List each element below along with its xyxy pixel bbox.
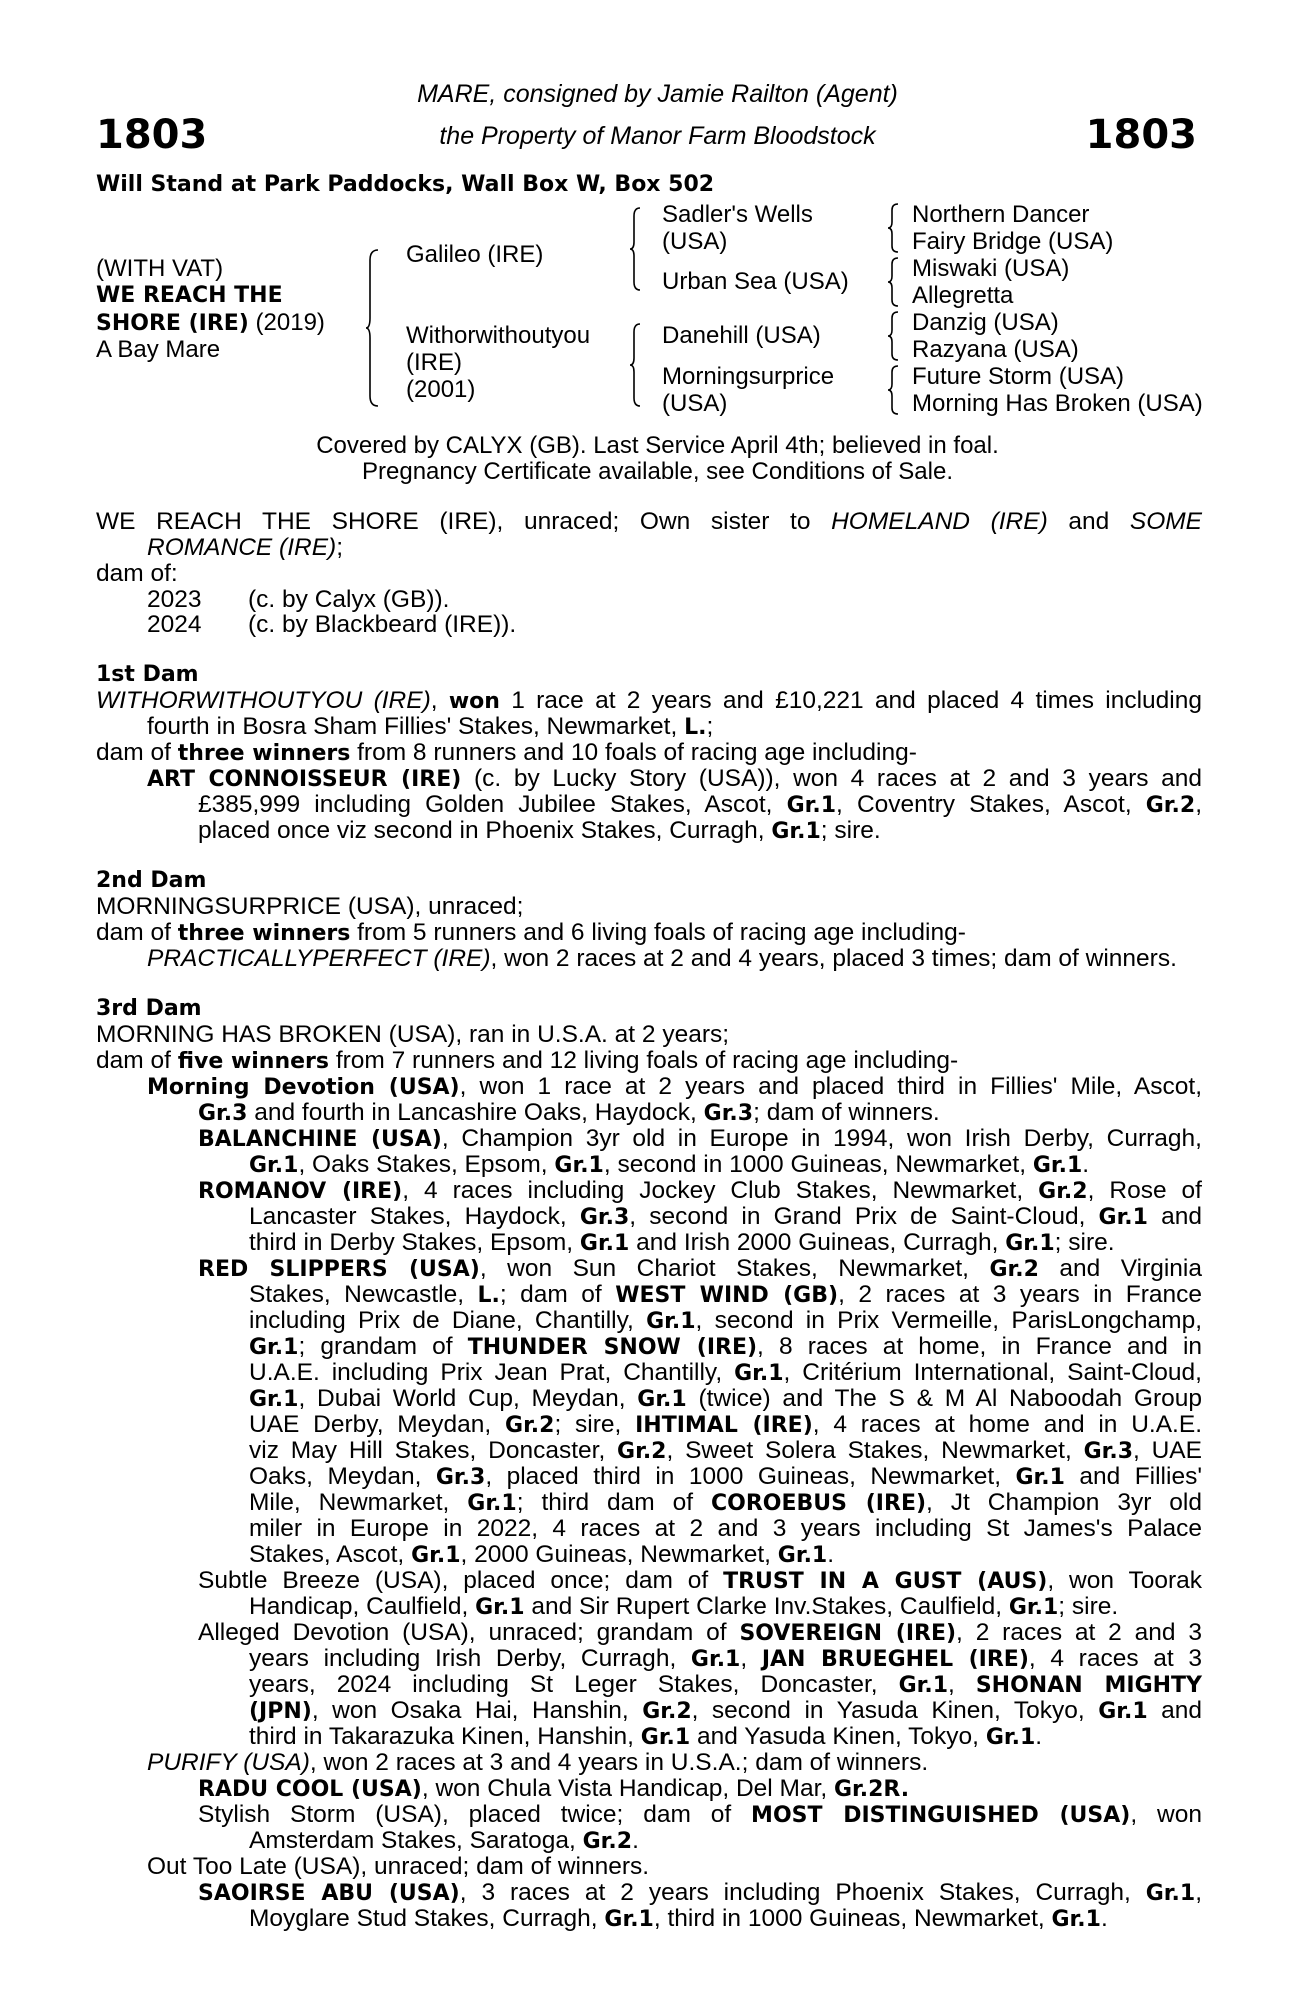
race-record: ; dam of [499,1281,616,1308]
offspring-name: PRACTICALLYPERFECT (IRE) [147,945,491,972]
produce-year: 2023 [147,586,202,613]
art-connoisseur-line-3 [198,818,881,845]
grade-badge: Gr.1 [1098,1699,1148,1724]
stylish-storm-line-2 [249,1828,639,1855]
romanov-line-1 [198,1178,1202,1205]
race-record: Alleged Devotion (USA), unraced; grandam of [198,1619,740,1646]
red-slippers-line-9 [249,1464,1202,1491]
intro-line-1 [96,509,1202,535]
red-slippers-line-2 [249,1282,1202,1309]
grade-badge: Gr.3 [198,1101,248,1126]
race-record: , UAE [1133,1437,1202,1464]
race-record: , won Sun Chariot Stakes, Newmarket, [479,1255,990,1282]
sire-sire-line-2: (USA) [662,228,728,255]
race-record: , placed third in 1000 Guineas, Newmarket, [485,1463,1016,1490]
sibling-name: SOME [1129,508,1203,535]
produce-dam-of: dam of: [96,560,178,587]
section-heading-1st-dam: 1st Dam [96,662,199,687]
alleged-devotion-line-4 [249,1698,1202,1725]
offspring-name: RED SLIPPERS (USA) [198,1257,480,1282]
race-record: (c. by Lucky Story (USA)), won 4 races at 2 and 3 years and [461,765,1202,792]
race-record: , 2000 Guineas, Newmarket, [460,1541,778,1568]
horse-name-line-2 [96,310,325,337]
race-record: Moyglare Stud Stakes, Curragh, [249,1905,605,1932]
grade-badge: Gr.1 [249,1387,299,1412]
alleged-devotion-line-3 [249,1672,1202,1699]
dam-sire: Danehill (USA) [662,322,821,349]
grade-badge: Gr.1 [1008,1595,1059,1620]
race-record: , 3 races at 2 years including Phoenix Stakes, Curragh, [459,1879,1146,1906]
morning-devotion-line-1 [147,1074,1202,1101]
pedigree-bracket-ss [888,202,900,254]
pedigree-bracket-main [366,248,380,408]
descendant-name: TRUST IN A GUST (AUS) [723,1569,1048,1594]
horse-name-line-1: WE REACH THE [96,283,283,308]
grade-badge: Gr.1 [604,1907,654,1932]
grade-badge: Gr.1 [646,1309,696,1334]
listed-badge: L. [477,1283,500,1308]
pedigree-bracket-sire [630,206,642,292]
foaled-year: (2019) [255,309,325,336]
gg-sire-3: Danzig (USA) [912,309,1059,336]
grade-badge: Gr.1 [1015,1465,1065,1490]
race-record: ; third dam of [516,1489,711,1516]
art-connoisseur-line-1 [147,766,1202,793]
race-record: £385,999 including Golden Jubilee Stakes, Ascot, [198,791,787,818]
red-slippers-line-3 [249,1308,1202,1335]
race-record: placed once viz second in Phoenix Stakes, Curragh, [198,817,772,844]
covering-line-1: Covered by CALYX (GB). Last Service April 4th; believed in foal. [316,432,999,459]
grade-badge: Gr.1 [467,1491,517,1516]
sire-dam: Urban Sea (USA) [662,268,849,295]
punctuation: . [1100,1905,1108,1932]
red-slippers-line-5 [249,1360,1202,1387]
consignment-line-2: the Property of Manor Farm Bloodstock [439,122,876,150]
race-record: Subtle Breeze (USA), placed once; dam of [198,1567,724,1594]
grade-badge: Gr.2 [582,1829,633,1854]
lot-number-left: 1803 [96,112,208,158]
covering-line-2: Pregnancy Certificate available, see Conditions of Sale. [362,458,953,485]
gg-sire-2: Miswaki (USA) [912,255,1070,282]
red-slippers-line-11: miler in Europe in 2022, 4 races at 2 and 3 years including St James's Palace [249,1515,1202,1542]
winners-count: three winners [177,921,351,946]
offspring-name: ROMANOV (IRE) [198,1179,403,1204]
race-record: (twice) and The S & M Al Naboodah Group [686,1385,1202,1412]
descendant-name: SAOIRSE ABU (USA) [198,1881,460,1906]
race-record: Stakes, Ascot, [249,1541,412,1568]
descendant-name: JAN BRUEGHEL (IRE) [761,1647,1029,1672]
grade-badge: Gr.2 [1145,793,1196,818]
race-record: , Dubai World Cup, Meydan, [298,1385,638,1412]
race-record: and Sir Rupert Clarke Inv.Stakes, Caulfield, [524,1593,1009,1620]
winners-count: five winners [177,1049,330,1074]
dam-dam-line-2: (USA) [662,390,728,417]
grade-badge: Gr.3 [703,1101,754,1126]
sire-sire-line-1: Sadler's Wells [662,201,813,228]
race-record: , second in Yasuda Kinen, Tokyo, [691,1697,1099,1724]
red-slippers-line-6 [249,1386,1202,1413]
race-record: , Oaks Stakes, Epsom, [298,1151,555,1178]
race-record: Oaks, Meydan, [249,1463,436,1490]
race-record: ; sire. [820,817,881,844]
punctuation: , [1195,791,1202,818]
descendant-name: MOST DISTINGUISHED (USA) [751,1803,1131,1828]
race-record: ; sire. [1054,1229,1115,1256]
punctuation: , [1195,1879,1202,1906]
race-record: , 8 races at home, in France and in [757,1333,1203,1360]
intro-text: , unraced; Own sister to [496,508,832,535]
dam-name: WITHORWITHOUTYOU (IRE) [96,687,431,714]
grade-badge: Gr.1 [249,1335,299,1360]
red-slippers-line-7 [249,1412,1202,1439]
red-slippers-line-8 [249,1438,1202,1465]
grade-badge: Gr.2 [505,1413,555,1438]
punctuation: , [740,1645,762,1672]
race-record: Stylish Storm (USA), placed twice; dam of [198,1801,752,1828]
offspring-name: ART CONNOISSEUR (IRE) [147,767,462,792]
grade-badge: Gr.1 [637,1387,687,1412]
race-record: ; dam of winners. [753,1099,940,1126]
morning-devotion-line-2 [198,1100,940,1127]
race-record: , second in Grand Prix de Saint-Cloud, [629,1203,1099,1230]
punctuation: . [827,1541,835,1568]
race-record: and Fillies' [1064,1463,1202,1490]
produce-text: dam of [96,739,178,766]
intro-text: and [1047,508,1130,535]
race-record: third in Takarazuka Kinen, Hanshin, [249,1723,641,1750]
first-dam-produce-line [96,740,917,767]
race-record: Lancaster Stakes, Haydock, [249,1203,580,1230]
gg-dam-4: Morning Has Broken (USA) [912,390,1203,417]
race-record: , won [1130,1801,1202,1828]
romanov-line-2 [249,1204,1202,1231]
gg-sire-1: Northern Dancer [912,201,1090,228]
grade-badge: Gr.1 [640,1725,691,1750]
descendant-name: COROEBUS (IRE) [710,1491,927,1516]
vat-label: (WITH VAT) [96,255,224,282]
section-heading-3rd-dam: 3rd Dam [96,996,202,1021]
produce-text: from 5 runners and 6 living foals of racing age including- [350,919,966,946]
subtle-breeze-line-1 [198,1568,1202,1595]
grade-badge: Gr.1 [1051,1907,1101,1932]
consignment-line-1: MARE, consigned by Jamie Railton (Agent) [417,80,898,108]
gg-dam-1: Fairy Bridge (USA) [912,228,1114,255]
grade-badge: Gr.3 [1083,1439,1134,1464]
race-record: , Coventry Stakes, Ascot, [836,791,1146,818]
won-label: won [448,689,500,714]
grade-badge: Gr.1 [579,1231,630,1256]
race-record: , won 2 races at 3 and 4 years in U.S.A.; dam of winners. [309,1749,929,1776]
race-record: and Yasuda Kinen, Tokyo, [690,1723,986,1750]
grade-badge: Gr.1 [1005,1231,1055,1256]
pedigree-bracket-dam [630,322,642,408]
second-dam-name: MORNINGSURPRICE (USA), unraced; [96,893,524,920]
pedigree-bracket-ds [888,310,900,362]
lot-number-right: 1803 [1085,112,1197,158]
grade-badge: Gr.1 [411,1543,461,1568]
third-dam-name: MORNING HAS BROKEN (USA), ran in U.S.A. at 2 years; [96,1021,730,1048]
out-too-late-line: Out Too Late (USA), unraced; dam of winners. [147,1853,650,1880]
race-record: Amsterdam Stakes, Saratoga, [249,1827,583,1854]
race-record: , Champion 3yr old in Europe in 1994, won Irish Derby, Curragh, [441,1125,1202,1152]
race-record: and Virginia [1038,1255,1202,1282]
race-record: Mile, Newmarket, [249,1489,468,1516]
stand-location: Will Stand at Park Paddocks, Wall Box W, Box 502 [96,172,715,197]
first-dam-line-1 [96,688,1202,715]
red-slippers-line-4 [249,1334,1202,1361]
third-dam-produce-line [96,1048,958,1075]
grade-badge: Gr.1 [985,1725,1036,1750]
race-record: , won Chula Vista Handicap, Del Mar, [421,1775,834,1802]
subtle-breeze-line-2 [249,1594,1118,1621]
grade-badge: Gr.2 [642,1699,692,1724]
descendant-name: SOVEREIGN (IRE) [739,1621,957,1646]
race-record: viz May Hill Stakes, Doncaster, [249,1437,618,1464]
descendant-name: THUNDER SNOW (IRE) [467,1335,758,1360]
race-record: 1 race at 2 years and £10,221 and placed 4 times including [499,687,1202,714]
saoirse-abu-line-1 [198,1880,1202,1907]
gg-sire-4: Future Storm (USA) [912,363,1125,390]
produce-detail: (c. by Calyx (GB)). [248,586,450,613]
dam-foaled: (2001) [406,376,476,403]
punctuation: . [632,1827,639,1854]
race-record: and [1147,1203,1202,1230]
produce-text: dam of [96,1047,178,1074]
produce-text: from 8 runners and 10 foals of racing age including- [350,739,917,766]
race-record: fourth in Bosra Sham Fillies' Stakes, Newmarket, [147,713,685,740]
offspring-name: Morning Devotion (USA) [147,1075,460,1100]
gg-dam-3: Razyana (USA) [912,336,1079,363]
dam-name-line-1: Withorwithoutyou [406,322,591,349]
race-record: , Rose of [1087,1177,1202,1204]
race-record: , won Osaka Hai, Hanshin, [311,1697,643,1724]
pedigree-bracket-sd [888,256,900,308]
race-record: ; sire. [1058,1593,1119,1620]
grade-badge: Gr.3 [579,1205,630,1230]
produce-text: from 7 runners and 12 living foals of racing age including- [329,1047,959,1074]
sibling-name: ROMANCE (IRE) [147,534,337,561]
grade-badge: Gr.1 [898,1673,949,1698]
race-record: U.A.E. including Prix Jean Prat, Chantilly, [249,1359,735,1386]
grade-badge: Gr.1 [1098,1205,1148,1230]
race-record: ; grandam of [298,1333,468,1360]
alleged-devotion-line-5 [249,1724,1042,1751]
punctuation: , [948,1671,976,1698]
section-heading-2nd-dam: 2nd Dam [96,868,207,893]
dam-dam-line-1: Morningsurprice [662,363,835,390]
descendant-name: (JPN) [249,1699,312,1724]
race-record: , 4 races at 3 [1028,1645,1202,1672]
race-record: years including Irish Derby, Curragh, [249,1645,691,1672]
intro-line-2 [147,535,343,561]
race-record: , 2 races at 2 and 3 [956,1619,1202,1646]
race-record: including Prix de Diane, Chantilly, [249,1307,647,1334]
race-record: Handicap, Caulfield, [249,1593,476,1620]
grade-badge: Gr.1 [1032,1153,1083,1178]
punctuation: . [1035,1723,1043,1750]
purify-line [147,1750,928,1776]
pedigree-bracket-dd [888,364,900,416]
descendant-name: WEST WIND (GB) [615,1283,839,1308]
descendant-name: SHONAN MIGHTY [975,1673,1202,1698]
grade-badge: Gr.1 [777,1543,828,1568]
race-record: years, 2024 including St Leger Stakes, Doncaster, [249,1671,899,1698]
grade-badge: Gr.2 [989,1257,1039,1282]
grade-badge: Gr.1 [690,1647,741,1672]
first-dam-line-2 [147,714,713,741]
race-record: , 2 races at 3 years in France [838,1281,1203,1308]
race-record: ; sire, [554,1411,636,1438]
listed-badge: L. [684,715,707,740]
practicallyperfect-line [147,946,1177,972]
stylish-storm-line-1 [198,1802,1202,1829]
red-slippers-line-10 [249,1490,1202,1517]
grade-badge: Gr.1 [554,1153,604,1178]
grade-badge: Gr.3 [435,1465,486,1490]
gg-dam-2: Allegretta [912,282,1014,309]
race-record: , 4 races including Jockey Club Stakes, Newmarket, [402,1177,1039,1204]
balanchine-line-1 [198,1126,1202,1153]
second-dam-produce-line [96,920,966,947]
race-record: , second in Prix Vermeille, ParisLongchamp, [695,1307,1203,1334]
balanchine-line-2 [249,1152,1089,1179]
grade-badge: Gr.1 [1145,1881,1196,1906]
race-record: , won 2 races at 2 and 4 years, placed 3 times; dam of winners. [490,945,1177,972]
punctuation: ; [706,713,714,740]
grade-badge: Gr.1 [786,793,837,818]
race-record: , second in 1000 Guineas, Newmarket, [603,1151,1033,1178]
grade-badge: Gr.2R. [834,1777,910,1802]
race-record: UAE Derby, Meydan, [249,1411,506,1438]
produce-detail: (c. by Blackbeard (IRE)). [248,611,517,638]
alleged-devotion-line-2 [249,1646,1202,1673]
race-record: , Jt Champion 3yr old [926,1489,1202,1516]
grade-badge: Gr.1 [771,819,821,844]
grade-badge: Gr.1 [475,1595,525,1620]
race-record: and [1147,1697,1203,1724]
race-record: , third in 1000 Guineas, Newmarket, [653,1905,1052,1932]
grade-badge: Gr.1 [734,1361,784,1386]
radu-cool-line [198,1776,909,1803]
romanov-line-3 [249,1230,1115,1257]
race-record: Stakes, Newcastle, [249,1281,478,1308]
horse-name: WE REACH THE SHORE (IRE) [96,508,497,535]
horse-name: SHORE (IRE) [96,311,249,336]
race-record: , won 1 race at 2 years and placed third in Fillies' Mile, Ascot, [459,1073,1203,1100]
punctuation: . [1082,1151,1090,1178]
alleged-devotion-line-1 [198,1620,1202,1647]
offspring-name: PURIFY (USA) [147,1749,310,1776]
race-record: , Critérium International, Saint-Cloud, [783,1359,1202,1386]
punctuation: , [430,687,449,714]
punctuation: ; [336,534,344,561]
race-record: , won Toorak [1047,1567,1202,1594]
produce-text: dam of [96,919,178,946]
winners-count: three winners [177,741,351,766]
race-record: , Sweet Solera Stakes, Newmarket, [666,1437,1084,1464]
descendant-name: RADU COOL (USA) [198,1777,422,1802]
race-record: and Irish 2000 Guineas, Curragh, [629,1229,1006,1256]
race-record: , 4 races at home and in U.A.E. [812,1411,1203,1438]
sire-name: Galileo (IRE) [406,241,544,268]
red-slippers-line-1 [198,1256,1202,1283]
produce-year: 2024 [147,611,202,638]
saoirse-abu-line-2 [249,1906,1108,1933]
sibling-name: HOMELAND (IRE) [831,508,1048,535]
offspring-name: BALANCHINE (USA) [198,1127,442,1152]
race-record: and fourth in Lancashire Oaks, Haydock, [247,1099,704,1126]
art-connoisseur-line-2 [198,792,1202,819]
grade-badge: Gr.1 [249,1153,299,1178]
descendant-name: IHTIMAL (IRE) [635,1413,813,1438]
race-record: third in Derby Stakes, Epsom, [249,1229,580,1256]
grade-badge: Gr.2 [617,1439,667,1464]
dam-name-line-2: (IRE) [406,349,462,376]
horse-description: A Bay Mare [96,336,221,363]
red-slippers-line-12 [249,1542,834,1569]
grade-badge: Gr.2 [1038,1179,1088,1204]
